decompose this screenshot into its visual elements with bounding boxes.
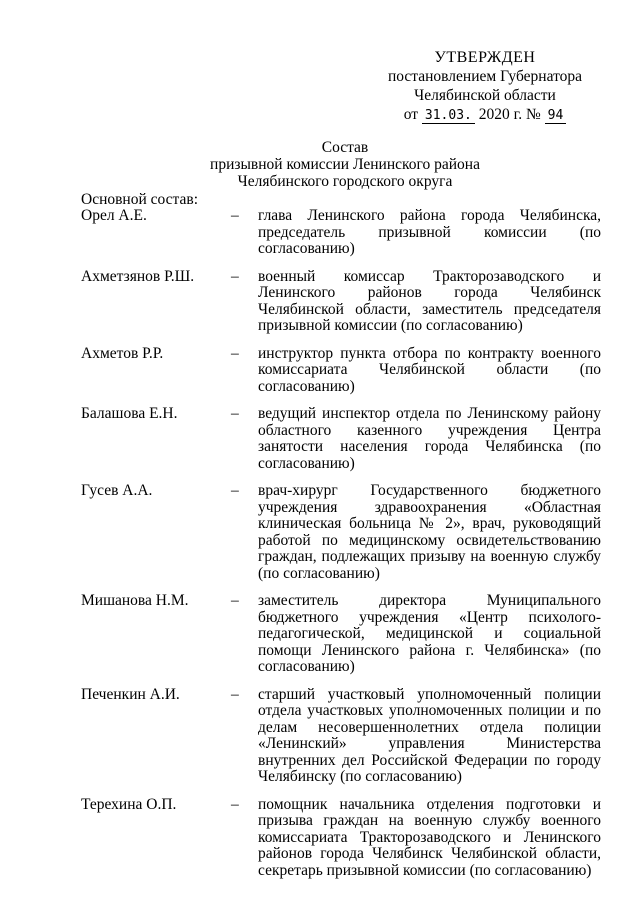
approval-block — [370, 48, 600, 125]
member-row — [81, 797, 601, 880]
member-dash: – — [231, 795, 239, 813]
member-description: помощник начальника отделения подготовки и призыва граждан на военную службу военного комиссариата Тракторозаводского и Ленинского районов города Челябинск Челябинской области, секретарь призывной комиссии (по согласованию) — [258, 795, 601, 879]
member-row — [81, 269, 601, 335]
year-text: 2020 г. № — [478, 106, 541, 123]
date-value: 31.03. — [422, 108, 475, 124]
member-row — [81, 687, 601, 786]
member-name: Балашова Е.Н. — [81, 405, 178, 422]
member-dash: – — [231, 207, 239, 224]
member-description: заместитель директора Муниципального бюджетного учреждения «Центр психолого-педагогической, медицинской и социальной помощи Ленинского района г. Челябинска» (по согласованию) — [258, 592, 601, 675]
approval-line-2: Челябинской области — [414, 87, 556, 104]
approval-line-1: постановлением Губернатора — [387, 68, 583, 85]
member-dash: – — [231, 592, 239, 609]
member-name: Терехина О.П. — [81, 795, 177, 813]
member-description: глава Ленинского района города Челябинска, председатель призывной комиссии (по согласованию) — [258, 207, 601, 257]
approval-heading: УТВЕРЖДЕН — [434, 49, 536, 66]
member-row — [81, 406, 601, 472]
member-description: старший участковый уполномоченный полиции отдела участковых уполномоченных полиции и по делам несовершеннолетних отдела полиции «Ленинский» управления Министерства внутренних дел Российской Федерации по городу Челябинску (по согласованию) — [258, 685, 601, 785]
members-list — [81, 208, 601, 890]
member-name: Мишанова Н.М. — [81, 592, 189, 609]
date-prefix: от — [403, 106, 419, 123]
title-line-2: призывной комиссии Ленинского района — [210, 156, 480, 173]
member-description: инструктор пункта отбора по контракту военного комиссариата Челябинской области (по согласованию) — [258, 344, 601, 395]
member-name: Ахметзянов Р.Ш. — [81, 267, 195, 285]
title-line-3: Челябинского городского округа — [237, 173, 453, 190]
section-label: Основной состав: — [81, 191, 199, 208]
member-dash: – — [231, 267, 239, 285]
member-description: врач-хирург Государственного бюджетного учреждения здравоохранения «Областная клиническая больница № 2», врач, руководящий работой по медицинскому освидетельствованию граждан, подлежащих призыву на военную службу (по согласованию) — [258, 482, 601, 582]
member-description: военный комиссар Тракторозаводского и Ленинского районов города Челябинск Челябинской области, заместитель председателя призывной комиссии (по согласованию) — [258, 267, 601, 334]
member-row — [81, 346, 601, 396]
title-line-1: Состав — [321, 139, 369, 156]
decree-number: 94 — [545, 108, 567, 124]
member-row — [81, 593, 601, 676]
member-name: Печенкин А.И. — [81, 685, 180, 703]
member-name: Гусев А.А. — [81, 482, 153, 499]
member-dash: – — [231, 344, 239, 362]
approval-date-line — [370, 105, 600, 125]
member-description: ведущий инспектор отдела по Ленинскому району областного казенного учреждения Центра занятости населения города Челябинска (по согласованию) — [258, 405, 601, 472]
member-dash: – — [231, 685, 239, 703]
member-row — [81, 208, 601, 258]
member-dash: – — [231, 482, 239, 499]
member-name: Ахметов Р.Р. — [81, 344, 164, 362]
member-dash: – — [231, 405, 239, 422]
document-title — [150, 139, 540, 190]
member-name: Орел А.Е. — [81, 207, 147, 224]
member-row — [81, 483, 601, 582]
